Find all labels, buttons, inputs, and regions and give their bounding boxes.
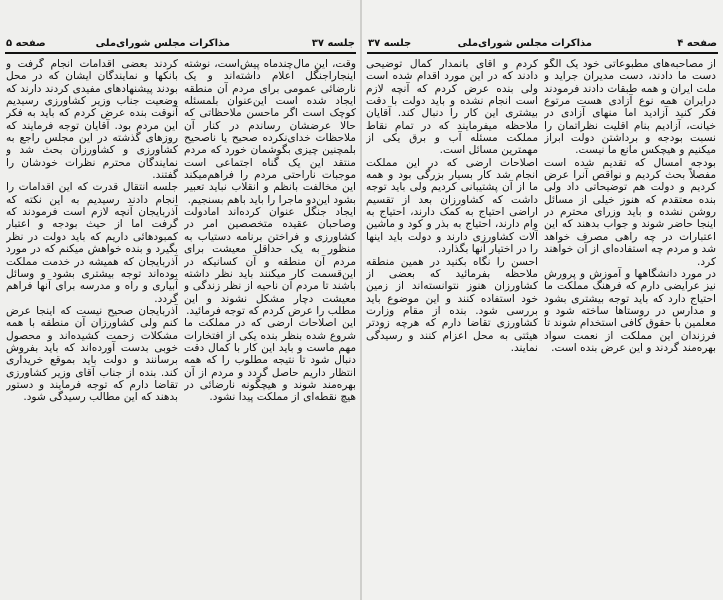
paragraph: اصلاحات ارضی که در این مملکت انجام شد کار بسیار بزرگی بود و همه ما از آن پشتیبانی کردیم ولی باید توجه داشت که کشاورزان بعد از تقسیم اراضی احتیاج به کمک دارند، احتیاج به وام دارند، احتیاج به بذر و کود و ماشین آلات کشاورزی دارند و دولت باید اینها را در اختیار آنها بگذارد.: [366, 156, 538, 256]
paragraph: کردم و آقای بانمدار کمال توضیحی دادند که در این مورد اقدام شده است ولی بنده عرض کردم که آنچه لازم است انجام نشده و باید دولت با دقت بیشتری این کار را دنبال کند. آقایان ملاحظه میفرمایند که در تمام نقاط مملکت مسئله آب و برق یکی از مهمترین مسائل است.: [366, 58, 538, 157]
publication-title: مذاکرات مجلس شورای‌ملی: [95, 38, 230, 49]
publication-title: مذاکرات مجلس شورای‌ملی: [457, 38, 592, 49]
paragraph: ایجاد جنگل عنوان کرده‌اند امادولت وصاحبان عقیده متخصصین امر در کشاورزی و فراختن برنامه دستیاب به منظور به یک حداقل معیشت برای مردم آن منطقه و آن کسانیکه در این‌قسمت کار میکنند باید نظر داشته باشند تا مردم آن ناحیه از نظر زندگی و معیشت دچار مشکل نشوند و این مطلب را عرض کردم که توجه فرمائید.: [184, 206, 356, 317]
paragraph: احسن را نگاه بکنید در همین منطقه ملاحظه بفرمائید که بعضی از کشاورزان هنوز نتوانسته‌اند از زمین خود استفاده کنند و این موضوع باید بررسی شود. بنده از مقام وزارت کشاورزی تقاضا دارم که هرچه زودتر هیئتی به محل اعزام کنند و رسیدگی نمایند.: [366, 255, 538, 354]
header-rule: [367, 52, 718, 54]
paragraph: از مصاحبه‌های مطبوعاتی خود یک الگو دست ما دادند، دست مدیران جراید و ملت ایران و همه طبقات دادند فرمودند درایران همه نوع آزادی هست مرتوع فکر کنید آزادید اما منهای آزادی در خیانت، آزادیم بنام اقلیت نظراتمان را نسبت بودجه و برداشتن دولت ابراز میکنیم و هیچکس مانع ما نیست.: [544, 58, 716, 157]
page-header: [6, 38, 355, 52]
text-column-right: [544, 58, 716, 596]
left-page: [0, 0, 361, 600]
paragraph: در مورد دانشگاهها و آموزش و پرورش نیز عرایضی دارم که فرهنگ مملکت ما احتیاج دارد که باید توجه بیشتری بشود و مدارس در روستاها ساخته شود و معلمین با حقوق کافی استخدام شوند تا فرزندان این مملکت از نعمت سواد بهره‌مند گردند و این عرض بنده است.: [544, 267, 716, 354]
session-number: جلسه ۳۷: [368, 38, 412, 49]
paragraph: جلسه انتقال قدرت که این اقدامات را انجام دادند رسیدیم به این نکته که آذربایجان آنچه لازم است فرمودند که گرفت اما از حیث بودجه و اعتبار کمبودهائی داریم که باید دولت در نظر بگیرد و بنده خواهش میکنم که در مورد آذربایجان که همیشه در خدمت مملکت بوده‌اند توجه بیشتری بشود و وسائل آبیاری و راه و مدرسه برای آنها فراهم گردد.: [6, 181, 178, 305]
text-column-left: [6, 58, 178, 596]
header-rule: [5, 52, 356, 54]
text-column-left: [366, 58, 538, 596]
paragraph: آذربایجان صحیح نیست که اینجا عرض کنم ولی کشاورزان آن منطقه با همه مشکلات زحمت کشیده‌اند و محصول خوبی بدست آورده‌اند که باید بفروش برسانند و دولت باید بموقع خریداری کند. بنده از جناب آقای وزیر کشاورزی تقاضا دارم که توجه فرمایند و دستور بدهند که این مطالب رسیدگی شود.: [6, 304, 178, 404]
right-page: [362, 0, 723, 600]
paragraph: این اصلاحات ارضی که در مملکت ما شروع شده بنظر بنده یکی از افتخارات مهم ماست و باید این کار با کمال دقت دنبال شود تا نتیجه مطلوب را که همه انتظار داریم حاصل گردد و مردم از آن بهره‌مند شوند و هیچگونه نارضائی در هیچ نقطه‌ای از مملکت پیدا نشود.: [184, 317, 356, 404]
page-header: [368, 38, 717, 52]
session-number: جلسه ۳۷: [311, 38, 355, 49]
text-column-right: [184, 58, 356, 596]
paragraph: وقت، این مال‌چندماه پیش‌است، نوشته اینجاراجنگل اعلام داشته‌اند و یک نارضائی عمومی برای مردم آن منطقه ایجاد شده است این‌عنوان بلمسئله کوچک است اگر ماحسن ملاحظاتی که حالا عرضشان رساندم در کنار آن ملاحظات خدای‌نکرده صحیح یا ناصحیح بلمچنین چیزی بگوشمان خورد که مردم منتقد این یک گناه اجتماعی است موجبات ناراحتی مردم را فراهم‌میکند این مخالفت بانظم و انقلاب نباید تعبیر بشود این‌دو ماجرا را باید باهم بسنجیم.: [184, 58, 356, 206]
paragraph: بودجه امسال که تقدیم شده است مفصلاً بحث کردیم و نواقص آنرا عرض کردیم و دولت هم توضیحاتی داد ولی بنده معتقدم که هنوز خیلی از مسائل روشن نشده و باید وزرای محترم در اینجا حاضر شوند و جواب بدهند که این اعتبارات در چه راهی مصرف خواهد شد و مردم چه استفاده‌ای از آن خواهند کرد.: [544, 156, 716, 268]
paragraph: کردند بعضی اقدامات انجام گرفت و بانکها و نمایندگان ایشان که در محل بودند پیشنهادهای مفیدی کردند دارند که وضعیت جناب وزیر کشاورزی رسیدیم آنوقت بنده عرض کردم که باید به فکر این مردم بود. آقایان توجه فرمایند که روزهای گذشته در این مجلس راجع به کشاورزی و کشاورزان بحث شد و نمایندگان محترم نظرات خودشان را گفتند.: [6, 58, 178, 182]
page-number: صفحه ۵: [6, 38, 46, 49]
page-number: صفحه ۴: [677, 38, 717, 49]
